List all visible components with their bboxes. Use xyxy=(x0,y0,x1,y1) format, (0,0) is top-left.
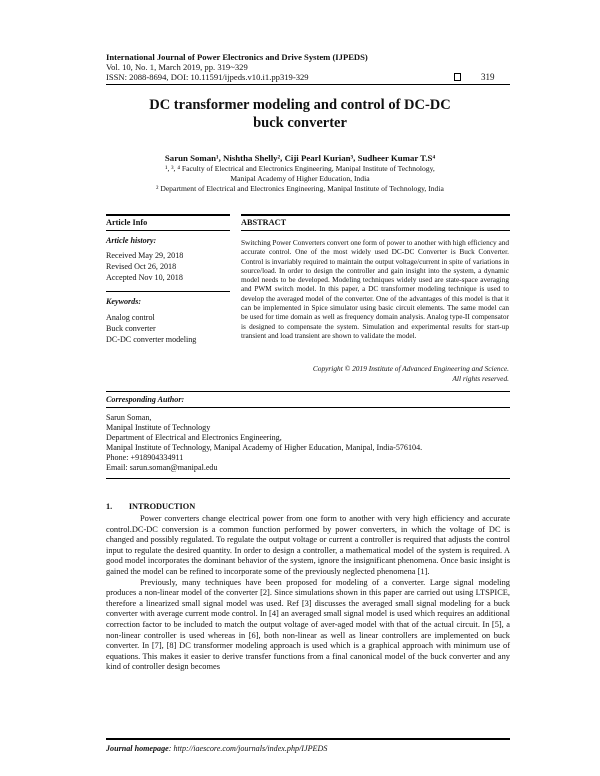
abstract-top-rule xyxy=(241,214,510,216)
keyword: Analog control xyxy=(106,313,155,322)
header-rule xyxy=(106,84,510,85)
history-heading: Article history: xyxy=(106,236,157,245)
abstract-head-rule xyxy=(241,230,510,231)
corr-phone: Phone: +918904334911 xyxy=(106,453,184,462)
title-line-1: DC transformer modeling and control of DC-DC xyxy=(149,97,451,113)
article-info-heading: Article Info xyxy=(106,218,148,227)
received-date: Received May 29, 2018 xyxy=(106,251,184,260)
corresponding-rule xyxy=(106,407,510,408)
title-line-2: buck converter xyxy=(253,115,347,131)
homepage-link[interactable]: : http://iaescore.com/journals/index.php/IJPEDS xyxy=(168,744,328,753)
abstract-heading: ABSTRACT xyxy=(241,218,287,227)
journal-homepage xyxy=(106,744,327,753)
abstract-text: Switching Power Converters convert one form of power to another with high efficiency and accurate control. One of the most widely used DC-DC Converter is Buck Converter. Control is invariably required to maintain the output voltage/current in spite of variations in source/load. In order to design the controller and gain insight into the system, a dynamic model needs to be developed. Modeling techniques widely used are state-space averaging and PWM switch model. In this paper, a DC transformer modeling technique is used to develop the averaged model of the converter. One of the advantages of this model is that it can be implemented in Spice simulator using basic circuit elements. The same model can be used for time domain as well as frequency domain analysis. Analog type-II compensator is designed to compensate the system. Simulation and experimental results for start-up transient and load transient are shown to validate the model. xyxy=(241,238,509,340)
info-bottom-rule xyxy=(106,391,510,392)
revised-date: Revised Oct 26, 2018 xyxy=(106,262,177,271)
paper-title xyxy=(100,96,500,132)
copyright-line: Copyright © 2019 Institute of Advanced Engineering and Science. xyxy=(312,364,509,373)
rights-line: All rights reserved. xyxy=(452,374,509,383)
corr-department: Department of Electrical and Electronics Engineering, xyxy=(106,433,282,442)
info-top-rule xyxy=(106,214,230,216)
affiliation-1: ¹, ³, ⁴ Faculty of Electrical and Electronics Engineering, Manipal Institute of Technology, xyxy=(165,164,435,173)
affiliation-1b: Manipal Academy of Higher Education, India xyxy=(230,174,370,183)
corr-name: Sarun Soman, xyxy=(106,413,152,422)
corresponding-bottom-rule xyxy=(106,478,510,479)
corr-institute: Manipal Institute of Technology xyxy=(106,423,211,432)
intro-heading: 1. INTRODUCTION xyxy=(106,502,196,511)
footer-rule xyxy=(106,738,510,740)
document-icon xyxy=(454,73,461,81)
journal-name: International Journal of Power Electronics and Drive System (IJPEDS) xyxy=(106,52,368,62)
corr-email: Email: sarun.soman@manipal.edu xyxy=(106,463,218,472)
keyword: Buck converter xyxy=(106,324,156,333)
intro-paragraph-1: Power converters change electrical power from one form to another with very high efficiency and accurate control.DC-DC conversion is a common function performed by power converters, in which the voltage of DC is changed and possibly regulated. To regulate the output voltage or current a controller is required that adjusts the control input to regulate the desired quantity. In order to design a controller, a mathematical model of the system is required. A good model incorporates the dominant behavior of the system, ignore the insignificant phenomena. Once basic insight is gained the model can be refined to incorporate some of the previously neglected phenomena [1]. xyxy=(106,514,510,576)
corresponding-heading: Corresponding Author: xyxy=(106,395,185,404)
keyword: DC-DC converter modeling xyxy=(106,335,197,344)
keywords-heading: Keywords: xyxy=(106,297,142,306)
history-rule xyxy=(106,291,230,292)
corr-address: Manipal Institute of Technology, Manipal Academy of Higher Education, Manipal, India-576104. xyxy=(106,443,423,452)
page-number: 319 xyxy=(481,72,495,82)
journal-issn: ISSN: 2088-8694, DOI: 10.11591/ijpeds.v10.i1.pp319-329 xyxy=(106,72,309,82)
authors: Sarun Soman¹, Nishtha Shelly², Ciji Pearl Kurian³, Sudheer Kumar T.S⁴ xyxy=(164,153,436,163)
homepage-label: Journal homepage xyxy=(106,744,169,753)
journal-volume: Vol. 10, No. 1, March 2019, pp. 319~329 xyxy=(106,62,248,72)
accepted-date: Accepted Nov 10, 2018 xyxy=(106,273,183,282)
affiliation-2: ² Department of Electrical and Electronics Engineering, Manipal Institute of Technology, India xyxy=(156,184,444,193)
intro-body xyxy=(106,514,510,673)
intro-paragraph-2: Previously, many techniques have been proposed for modeling of a converter. Large signal modeling produces a non-linear model of the converter [2]. Since simulations shown in this paper are carried out using LTSPICE, therefore a linearized small signal model was used. Ref [3] discusses the averaged small signal modeling for a buck converter with average current mode control. In [4] an averaged small signal model is used which requires an additional correction factor to be included to match the output voltage of aver-aged model with that of the actual circuit. In [5], a non-linear controller is used whereas in [6], both non-linear as well as linear controllers are implemented on buck converter. In [7], [8] DC transformer modeling approach is used which is a graphical approach with minimum use of equations. This makes it easier to derive transfer functions from a final canonical model of the buck converter and any kind of controller design becomes xyxy=(106,577,510,672)
info-head-rule xyxy=(106,230,230,231)
